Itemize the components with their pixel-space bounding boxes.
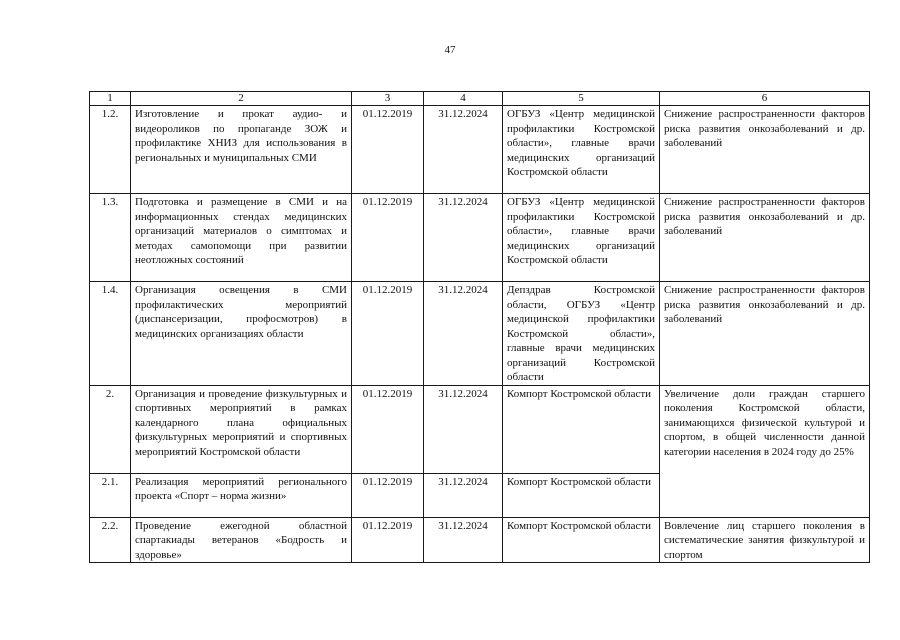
executor: Компорт Костромской области bbox=[503, 385, 660, 473]
table-row bbox=[90, 517, 870, 563]
end-date: 31.12.2024 bbox=[424, 106, 503, 194]
executor: Компорт Костромской области bbox=[503, 517, 660, 563]
activity-name: Реализация мероприятий регионального проекта «Спорт – норма жизни» bbox=[131, 473, 352, 517]
end-date: 31.12.2024 bbox=[424, 282, 503, 386]
start-date: 01.12.2019 bbox=[352, 282, 424, 386]
row-number: 1.3. bbox=[90, 194, 131, 282]
start-date: 01.12.2019 bbox=[352, 194, 424, 282]
start-date: 01.12.2019 bbox=[352, 473, 424, 517]
activity-name: Организация освещения в СМИ профилактических мероприятий (диспансеризации, профосмотров) в медицинских организациях области bbox=[131, 282, 352, 386]
executor: Компорт Костромской области bbox=[503, 473, 660, 517]
column-header: 4 bbox=[424, 92, 503, 106]
table-row bbox=[90, 106, 870, 194]
row-number: 2. bbox=[90, 385, 131, 473]
page-number: 47 bbox=[444, 44, 456, 56]
row-number: 2.2. bbox=[90, 517, 131, 563]
expected-result: Снижение распространенности факторов риска развития онкозаболеваний и др. заболеваний bbox=[660, 194, 870, 282]
activity-name: Изготовление и прокат аудио- и видеороликов по пропаганде ЗОЖ и профилактике ХНИЗ для использования в региональных и муниципальных СМИ bbox=[131, 106, 352, 194]
activity-name: Проведение ежегодной областной спартакиады ветеранов «Бодрость и здоровье» bbox=[131, 517, 352, 563]
column-header: 5 bbox=[503, 92, 660, 106]
expected-result: Снижение распространенности факторов риска развития онкозаболеваний и др. заболеваний bbox=[660, 282, 870, 386]
end-date: 31.12.2024 bbox=[424, 385, 503, 473]
end-date: 31.12.2024 bbox=[424, 194, 503, 282]
expected-result: Вовлечение лиц старшего поколения в систематические занятия физкультурой и спортом bbox=[660, 517, 870, 563]
end-date: 31.12.2024 bbox=[424, 517, 503, 563]
expected-result: Увеличение доли граждан старшего поколения Костромской области, занимающихся физической культурой и спортом, в общей численности данной категории населения в 2024 году до 25% bbox=[660, 385, 870, 517]
table-row bbox=[90, 282, 870, 386]
activities-table bbox=[89, 91, 870, 563]
table-row bbox=[90, 385, 870, 473]
table-header-row bbox=[90, 92, 870, 106]
start-date: 01.12.2019 bbox=[352, 385, 424, 473]
row-number: 2.1. bbox=[90, 473, 131, 517]
end-date: 31.12.2024 bbox=[424, 473, 503, 517]
start-date: 01.12.2019 bbox=[352, 517, 424, 563]
activity-name: Подготовка и размещение в СМИ и на информационных стендах медицинских организаций материалов о симптомах и методах самопомощи при развитии неотложных состояний bbox=[131, 194, 352, 282]
column-header: 2 bbox=[131, 92, 352, 106]
row-number: 1.4. bbox=[90, 282, 131, 386]
executor: Депздрав Костромской области, ОГБУЗ «Центр медицинской профилактики Костромской области», главные врачи медицинских организаций Костромской области bbox=[503, 282, 660, 386]
table-row bbox=[90, 194, 870, 282]
executor: ОГБУЗ «Центр медицинской профилактики Костромской области», главные врачи медицинских организаций Костромской области bbox=[503, 106, 660, 194]
column-header: 1 bbox=[90, 92, 131, 106]
column-header: 6 bbox=[660, 92, 870, 106]
row-number: 1.2. bbox=[90, 106, 131, 194]
expected-result: Снижение распространенности факторов риска развития онкозаболеваний и др. заболеваний bbox=[660, 106, 870, 194]
executor: ОГБУЗ «Центр медицинской профилактики Костромской области», главные врачи медицинских организаций Костромской области bbox=[503, 194, 660, 282]
activity-name: Организация и проведение физкультурных и спортивных мероприятий в рамках календарного плана официальных физкультурных мероприятий и спортивных мероприятий Костромской области bbox=[131, 385, 352, 473]
start-date: 01.12.2019 bbox=[352, 106, 424, 194]
column-header: 3 bbox=[352, 92, 424, 106]
